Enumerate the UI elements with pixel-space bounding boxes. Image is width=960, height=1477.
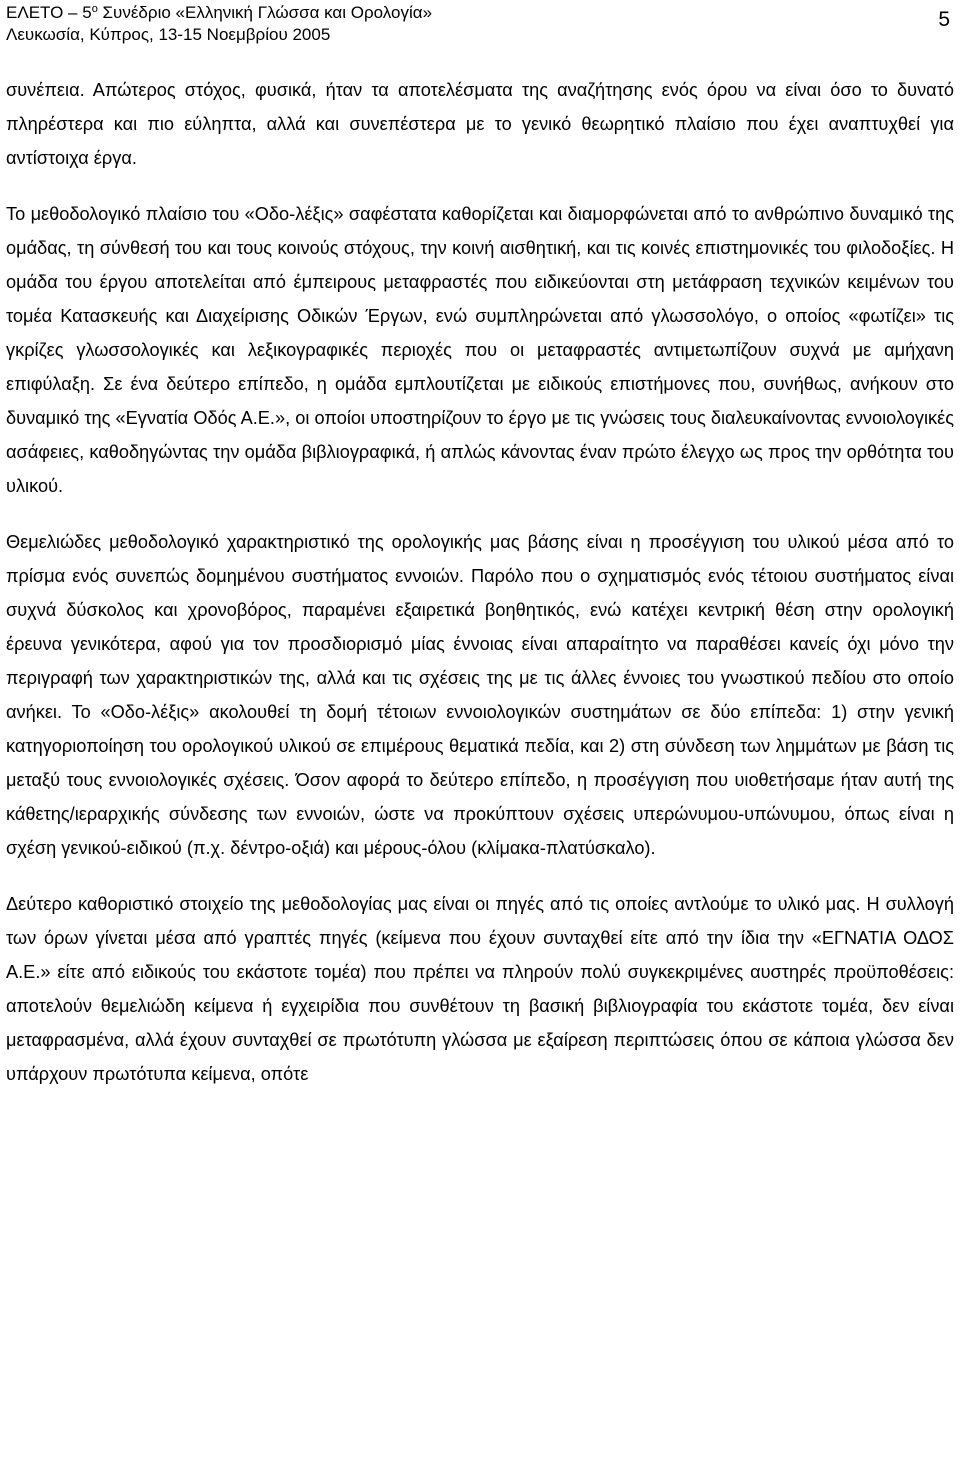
paragraph-3: Θεμελιώδες μεθοδολογικό χαρακτηριστικό της ορολογικής μας βάσης είναι η προσέγγιση του υλικού μέσα από το πρίσμα ενός συνεπώς δομημένου συστήματος εννοιών. Παρόλο που ο σχηματισμός ενός τέτοιου συστήματος είναι συχνά δύσκολος και χρονοβόρος, παραμένει εξαιρετικά βοηθητικός, ενώ κατέχει κεντρική θέση στην ορολογική έρευνα γενικότερα, αφού για τον προσδιορισμό μίας έννοιας είναι απαραίτητο να παραθέσει κανείς όχι μόνο την περιγραφή των χαρακτηριστικών της, αλλά και τις σχέσεις της με τις άλλες έννοιες του γνωστικού πεδίου στο οποίο ανήκει. Το «Οδο-λέξις» ακολουθεί τη δομή τέτοιων εννοιολογικών συστημάτων σε δύο επίπεδα: 1) στην γενική κατηγοριοποίηση του ορολογικού υλικού σε επιμέρους θεματικά πεδία, και 2) στη σύνδεση των λημμάτων με βάση τις μεταξύ τους εννοιολογικές σχέσεις. Όσον αφορά το δεύτερο επίπεδο, η προσέγγιση που υιοθετήσαμε ήταν αυτή της κάθετης/ιεραρχικής σύνδεσης των εννοιών, ώστε να προκύπτουν σχέσεις υπερώνυμου-υπώνυμου, όπως είναι η σχέση γενικού-ειδικού (π.χ. δέντρο-οξιά) και μέρους-όλου (κλίμακα-πλατύσκαλο). <box>6 532 954 858</box>
ordinal-superscript: ο <box>91 3 98 15</box>
conference-title-prefix: ΕΛΕΤΟ – 5 <box>6 3 92 22</box>
paragraph-4: Δεύτερο καθοριστικό στοιχείο της μεθοδολογίας μας είναι οι πηγές από τις οποίες αντλούμε το υλικό μας. Η συλλογή των όρων γίνεται μέσα από γραπτές πηγές (κείμενα που έχουν συνταχθεί είτε από την ίδια την «ΕΓΝΑΤΙΑ ΟΔΟΣ Α.Ε.» είτε από ειδικούς του εκάστοτε τομέα) που πρέπει να πληρούν πολύ συγκεκριμένες αυστηρές προϋποθέσεις: αποτελούν θεμελιώδη κείμενα ή εγχειρίδια που συνθέτουν τη βασική βιβλιογραφία του εκάστοτε τομέα, δεν είναι μεταφρασμένα, αλλά έχουν συνταχθεί σε πρωτότυπη γλώσσα με εξαίρεση περιπτώσεις όπου σε κάποια γλώσσα δεν υπάρχουν πρωτότυπα κείμενα, οπότε <box>6 894 954 1084</box>
conference-title-suffix: Συνέδριο «Ελληνική Γλώσσα και Ορολογία» <box>97 3 433 22</box>
paragraph-2: Το μεθοδολογικό πλαίσιο του «Οδο-λέξις» σαφέστατα καθορίζεται και διαμορφώνεται από το ανθρώπινο δυναμικό της ομάδας, τη σύνθεσή του και τους κοινούς στόχους, την κοινή αισθητική, και τις κοινές επιστημονικές του φιλοδοξίες. Η ομάδα του έργου αποτελείται από έμπειρους μεταφραστές που ειδικεύονται στη μετάφραση τεχνικών κειμένων του τομέα Κατασκευής και Διαχείρισης Οδικών Έργων, ενώ συμπληρώνεται από γλωσσολόγο, ο οποίος «φωτίζει» τις γκρίζες γλωσσολογικές και λεξικογραφικές περιοχές που οι μεταφραστές αντιμετωπίζουν συχνά με αμήχανη επιφύλαξη. Σε ένα δεύτερο επίπεδο, η ομάδα εμπλουτίζεται με ειδικούς επιστήμονες που, συνήθως, ανήκουν στο δυναμικό της «Εγνατία Οδός Α.Ε.», οι οποίοι υποστηρίζουν το έργο με τις γνώσεις τους διαλευκαίνοντας εννοιολογικές ασάφειες, καθοδηγώντας την ομάδα βιβλιογραφικά, ή απλώς κάνοντας έναν πρώτο έλεγχο ως προς την ορθότητα του υλικού. <box>6 204 954 496</box>
paragraph-1: συνέπεια. Απώτερος στόχος, φυσικά, ήταν τα αποτελέσματα της αναζήτησης ενός όρου να είναι όσο το δυνατό πληρέστερα και πιο εύληπτα, αλλά και συνεπέστερα με το γενικό θεωρητικό πλαίσιο που έχει αναπτυχθεί για αντίστοιχα έργα. <box>6 80 954 168</box>
conference-location-date: Λευκωσία, Κύπρος, 13-15 Νοεμβρίου 2005 <box>6 25 331 44</box>
conference-title <box>6 2 954 24</box>
running-header <box>6 2 954 48</box>
page-number: 5 <box>938 8 950 31</box>
body-text <box>6 73 954 1113</box>
